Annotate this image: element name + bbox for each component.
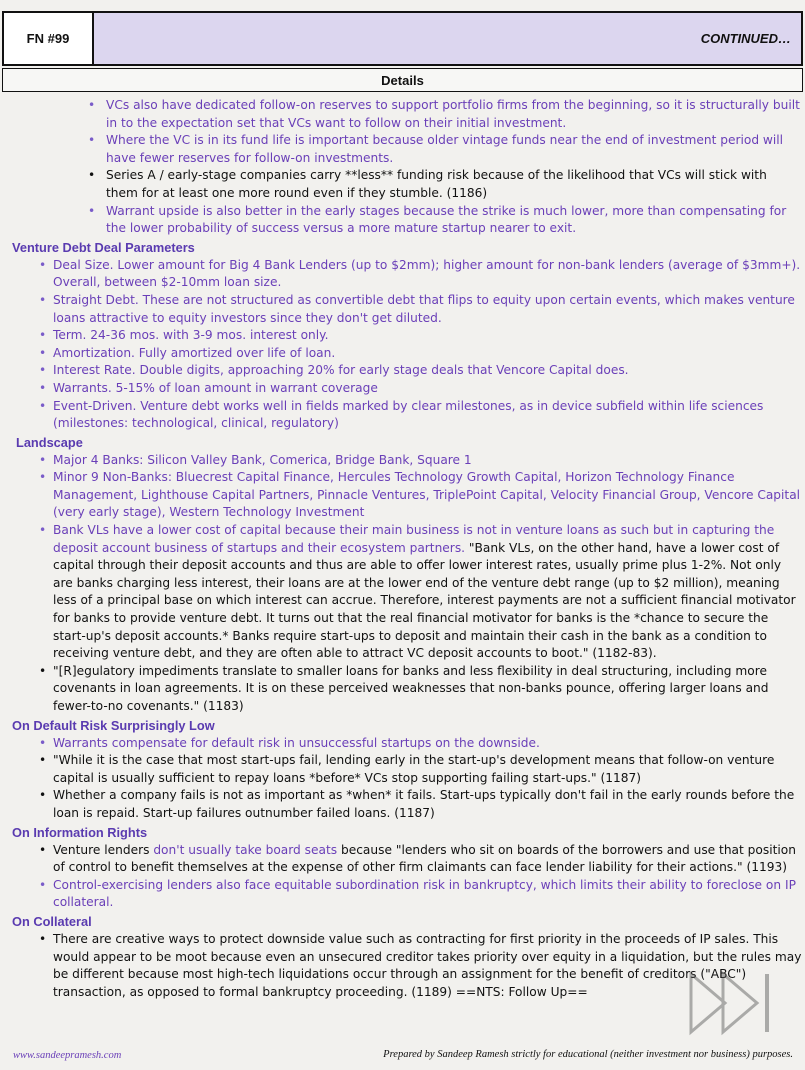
- collateral-list: [12, 931, 802, 1001]
- website-link[interactable]: www.sandeepramesh.com: [13, 1050, 122, 1061]
- landscape-list: [12, 452, 802, 716]
- list-item: • Interest Rate. Double digits, approaching 20% for early stage deals that Vencore Capital does.: [12, 362, 802, 380]
- list-item: • Minor 9 Non-Banks: Bluecrest Capital Finance, Hercules Technology Growth Capital, Horizon Technology Finance Management, Lighthouse Capital Partners, Pinnacle Ventures, TriplePoint Capital, Velocity Financial Group, Vencore Capital (very early stage), Western Technology Investment: [12, 469, 802, 522]
- list-item: • Control-exercising lenders also face equitable subordination risk in bankruptcy, which limits their ability to foreclose on IP collateral.: [12, 877, 802, 912]
- default-risk-list: [12, 735, 802, 823]
- list-item: • Whether a company fails is not as important as *when* it fails. Start-ups typically don't fail in the early rounds before the loan is repaid. Start-up failures outnumber failed loans. (1187): [12, 787, 802, 822]
- skip-forward-icon: [685, 966, 785, 1040]
- disclaimer-text: Prepared by Sandeep Ramesh strictly for educational (neither investment nor business) purposes.: [383, 1049, 793, 1060]
- list-item: • Straight Debt. These are not structured as convertible debt that flips to equity upon certain events, which makes venture loans attractive to equity investors since they don't get diluted.: [12, 292, 802, 327]
- bank-vl-summary: Bank VLs have a lower cost of capital because their main business is not in venture loans as such but in capturing the deposit account business of startups and their ecosystem partners.: [53, 523, 775, 555]
- info-text-c: because "lenders who sit on boards of the borrowers and use that position of control to benefit themselves at the expense of other firm claimants can face lender liability for their actions." (1193): [53, 842, 796, 875]
- list-item: • Warrants. 5-15% of loan amount in warrant coverage: [12, 380, 802, 398]
- deal-params-list: [12, 257, 802, 433]
- list-item: • Term. 24-36 mos. with 3-9 mos. interest only.: [12, 327, 802, 345]
- information-rights-list: [12, 842, 802, 912]
- list-item: [12, 842, 802, 877]
- list-item: • Deal Size. Lower amount for Big 4 Bank Lenders (up to $2mm); higher amount for non-bank lenders (average of $3mm+). Overall, between $2-10mm loan size.: [12, 257, 802, 292]
- list-item: • Event-Driven. Venture debt works well in fields marked by clear milestones, as in device subfield within life sciences (milestones: technological, clinical, regulatory): [12, 398, 802, 433]
- list-item: • "While it is the case that most start-ups fail, lending early in the start-up's development means that follow-on venture capital is usually sufficient to repay loans *before* VCs stop supporting failing start-ups." (1187): [12, 752, 802, 787]
- section-heading-default-risk: On Default Risk Surprisingly Low: [12, 717, 215, 733]
- section-heading-information-rights: On Information Rights: [12, 824, 148, 840]
- bank-vl-quote: "Bank VLs, on the other hand, have a lower cost of capital through their deposit accounts and thus are able to offer lower interest rates, usually prime plus 1-2%. Not only are banks charging less interest, their loans are at the lower end of the venture debt range (up to $2 million), meaning less of a principal base on which interest can accrue. Therefore, interest payments are not a sufficient financial motivator for banks to provide venture debt. It turns out that the real financial motivator for banks is the *chance to secure the start-up's deposit accounts.* Banks require start-ups to deposit and maintain their cash in the bank as a condition to receiving venture debt, and they are often able to attract VC deposit accounts to boot." (1182-83).: [53, 540, 796, 661]
- page-header: [2, 11, 803, 66]
- info-text-a: Venture lenders: [53, 842, 154, 857]
- footnote-number: FN #99: [4, 13, 94, 64]
- list-item: • Series A / early-stage companies carry **less** funding risk because of the likelihood that VCs will stick with them for at least one more round even if they stumble. (1186): [12, 167, 802, 202]
- list-item: • Warrant upside is also better in the early stages because the strike is much lower, more than compensating for the lower probability of success versus a more mature startup nearer to exit.: [12, 203, 802, 238]
- intro-list: [12, 97, 802, 238]
- details-header: Details: [2, 68, 803, 92]
- section-heading-landscape: Landscape: [16, 434, 83, 450]
- list-item: • There are creative ways to protect downside value such as contracting for first priority in the proceeds of IP sales. This would appear to be moot because even an unsecured creditor takes priority over equity in a liquidation, but the rules may be different because most high-tech liquidations occur through an assignment for the benefit of creditors ("ABC") transaction, as opposed to formal bankruptcy proceeding. (1189) ==NTS: Follow Up==: [12, 931, 802, 1001]
- list-item: • VCs also have dedicated follow-on reserves to support portfolio firms from the beginning, so it is structurally built in to the expectation set that VCs want to follow on their initial investment.: [12, 97, 802, 132]
- details-content: [12, 97, 802, 1001]
- list-item: • Major 4 Banks: Silicon Valley Bank, Comerica, Bridge Bank, Square 1: [12, 452, 802, 470]
- list-item: • Amortization. Fully amortized over life of loan.: [12, 345, 802, 363]
- list-item: • Where the VC is in its fund life is important because older vintage funds near the end of investment period will have fewer reserves for follow-on investments.: [12, 132, 802, 167]
- list-item: • "[R]egulatory impediments translate to smaller loans for banks and less flexibility in deal structuring, including more covenants in loan agreements. It is on these perceived weaknesses that non-banks pounce, offering larger loans and fewer-to-no covenants." (1183): [12, 663, 802, 716]
- info-text-highlight: don't usually take board seats: [153, 842, 338, 857]
- list-item: • Warrants compensate for default risk in unsuccessful startups on the downside.: [12, 735, 802, 753]
- continued-label: CONTINUED…: [94, 13, 801, 64]
- section-heading-collateral: On Collateral: [12, 913, 92, 929]
- section-heading-deal-params: Venture Debt Deal Parameters: [12, 239, 195, 255]
- list-item: [12, 522, 802, 663]
